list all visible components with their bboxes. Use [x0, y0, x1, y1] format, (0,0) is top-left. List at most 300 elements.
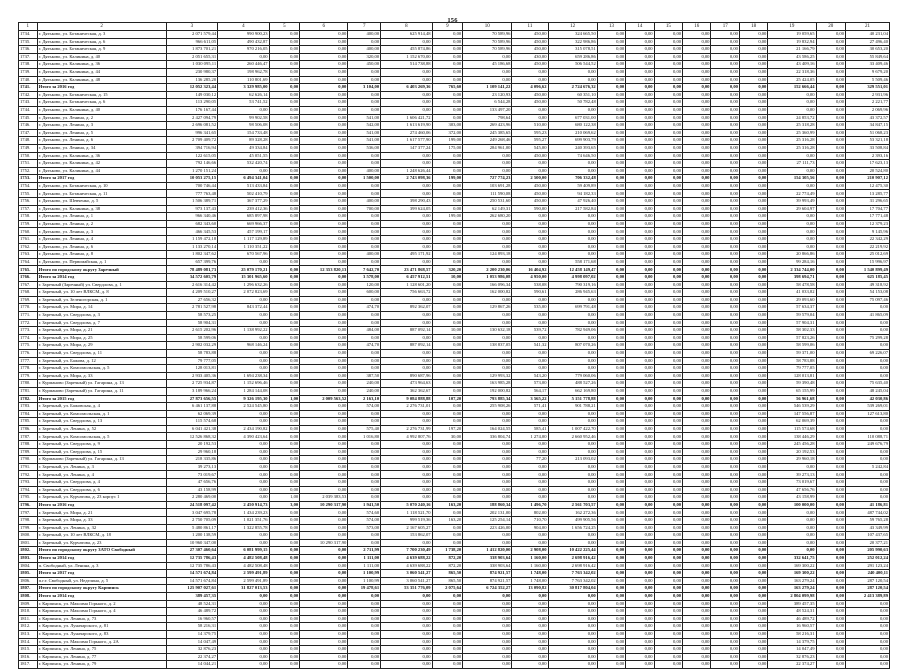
value-cell: 0,00	[739, 46, 767, 54]
value-cell: 0,00	[597, 236, 625, 244]
value-cell: 0,00	[683, 274, 711, 282]
value-cell: 19 832,94	[768, 38, 816, 46]
table-row	[19, 84, 890, 92]
value-cell: 0,00	[597, 509, 625, 517]
value-cell: 70 589,96	[463, 46, 512, 54]
data-table	[18, 22, 890, 669]
value-cell: 2 075,64	[432, 585, 463, 593]
value-cell: 0,00	[512, 357, 548, 365]
value-cell: 0,00	[548, 243, 597, 251]
value-cell: 0,00	[816, 653, 846, 661]
address-cell: г. Дятьково, ул. Ленина, д. 8	[37, 251, 166, 259]
table-row	[19, 456, 890, 464]
value-cell: 0,00	[739, 486, 767, 494]
value-cell: 48 245,04	[846, 387, 890, 395]
value-cell: 0,00	[683, 46, 711, 54]
value-cell: 0,00	[432, 387, 463, 395]
value-cell: 0,00	[711, 198, 739, 206]
value-cell: 0,00	[768, 91, 816, 99]
value-cell: 574,00	[348, 517, 381, 525]
value-cell: 756 663,72	[381, 289, 432, 297]
value-cell: 0,00	[597, 190, 625, 198]
value-cell: 2 276 731,01	[381, 403, 432, 411]
row-number-cell: 1767.	[19, 281, 38, 289]
value-cell: 0,00	[597, 198, 625, 206]
address-cell: г. Курманово (Заречный) ул. Гагарина, д. 13	[37, 380, 166, 388]
value-cell: 0,00	[654, 311, 682, 319]
table-row	[19, 425, 890, 433]
value-cell: 1 152 696,46	[218, 380, 269, 388]
value-cell: 0,00	[597, 494, 625, 502]
value-cell: 0,00	[269, 182, 300, 190]
value-cell: 0,00	[432, 592, 463, 600]
value-cell: 1 506 389,71	[166, 198, 217, 206]
value-cell: 0,00	[269, 61, 300, 69]
table-row	[19, 585, 890, 593]
value-cell: 0,00	[269, 99, 300, 107]
value-cell: 0,00	[739, 357, 767, 365]
value-cell: 0,00	[512, 600, 548, 608]
value-cell: 0,00	[269, 479, 300, 487]
value-cell: 0,00	[597, 304, 625, 312]
value-cell: 0,00	[711, 433, 739, 441]
value-cell: 3 189 966,24	[166, 387, 217, 395]
value-cell: 0,00	[816, 99, 846, 107]
value-cell: 103 691,28	[463, 182, 512, 190]
value-cell: 0,00	[597, 251, 625, 259]
row-number-cell: 1749.	[19, 144, 38, 152]
value-cell: 0,00	[381, 296, 432, 304]
value-cell: 20 377,21	[846, 539, 890, 547]
value-cell: 75 299,28	[846, 334, 890, 342]
value-cell: 792 146,66	[166, 160, 217, 168]
address-cell: г. Заречный, ул. Мира, д. 25	[37, 334, 166, 342]
value-cell: 0,00	[816, 296, 846, 304]
value-cell: 43 372,57	[846, 114, 890, 122]
value-cell: 0,00	[432, 205, 463, 213]
value-cell: 0,00	[711, 441, 739, 449]
value-cell: 0,00	[300, 281, 348, 289]
value-cell: 0,00	[654, 243, 682, 251]
value-cell: 0,00	[300, 600, 348, 608]
value-cell: 130 632,18	[463, 327, 512, 335]
value-cell: 0,00	[432, 91, 463, 99]
value-cell: 573,00	[348, 524, 381, 532]
value-cell: 4 639 688,22	[381, 562, 432, 570]
value-cell: 163 279,24	[768, 585, 816, 593]
row-number-cell: 1799.	[19, 524, 38, 532]
value-cell: 336 804,74	[463, 433, 512, 441]
address-cell: г. Заречный, ул. Свердлова, д. 4	[37, 479, 166, 487]
value-cell: 490 432,87	[218, 38, 269, 46]
value-cell: 0,00	[548, 623, 597, 631]
row-number-cell: 1746.	[19, 122, 38, 130]
value-cell: 0,00	[626, 638, 654, 646]
value-cell: 0,00	[816, 471, 846, 479]
value-cell: 0,00	[463, 160, 512, 168]
value-cell: 0,00	[463, 456, 512, 464]
value-cell: 0,00	[512, 646, 548, 654]
table-row	[19, 182, 890, 190]
value-cell: 0,00	[739, 592, 767, 600]
value-cell: 0,00	[463, 532, 512, 540]
value-cell: 0,00	[432, 319, 463, 327]
value-cell: 541,00	[348, 137, 381, 145]
table-row	[19, 562, 890, 570]
value-cell: 0,00	[218, 615, 269, 623]
row-number-cell: 1778.	[19, 365, 38, 373]
value-cell: 0,00	[739, 585, 767, 593]
value-cell: 450,00	[512, 61, 548, 69]
value-cell: 0,00	[846, 600, 890, 608]
value-cell: 0,00	[548, 471, 597, 479]
value-cell: 58 478,58	[768, 281, 816, 289]
value-cell: 0,00	[816, 46, 846, 54]
value-cell: 0,00	[816, 600, 846, 608]
row-number-cell: 1775.	[19, 342, 38, 350]
table-row	[19, 577, 890, 585]
value-cell: 0,00	[597, 608, 625, 616]
value-cell: 0,00	[432, 441, 463, 449]
value-cell: 0,00	[597, 365, 625, 373]
value-cell: 0,00	[711, 106, 739, 114]
address-cell: г. Курманово (Заречный) ул. Гагарина, д. 11	[37, 387, 166, 395]
address-cell: г. Заречный, ул. Свердлова, д. 6	[37, 486, 166, 494]
value-cell: 40 231,04	[846, 31, 890, 39]
value-cell: 41 033,82	[768, 289, 816, 297]
value-cell: 0,00	[683, 600, 711, 608]
value-cell: 0,00	[269, 137, 300, 145]
row-number-cell: 1759.	[19, 220, 38, 228]
value-cell: 13 285,77	[846, 190, 890, 198]
value-cell: 657 399,76	[166, 258, 217, 266]
value-cell: 0,00	[846, 319, 890, 327]
value-cell: 0,00	[300, 463, 348, 471]
table-row	[19, 236, 890, 244]
value-cell: 199,00	[432, 175, 463, 183]
value-cell: 0,00	[269, 349, 300, 357]
value-cell: 250 531,60	[463, 198, 512, 206]
value-cell: 147 377,24	[381, 144, 432, 152]
value-cell: 0,00	[548, 334, 597, 342]
table-row	[19, 213, 890, 221]
row-number-cell: 1777.	[19, 357, 38, 365]
value-cell: 0,00	[711, 532, 739, 540]
value-cell: 0,00	[463, 296, 512, 304]
value-cell: 0,00	[626, 258, 654, 266]
address-cell: Итого по городскому округу ЗАТО Свободный	[37, 547, 166, 555]
value-cell: 49 334,84	[218, 144, 269, 152]
value-cell: 0,00	[512, 418, 548, 426]
value-cell: 0,00	[548, 236, 597, 244]
value-cell: 1 138 992,22	[218, 327, 269, 335]
value-cell: 0,00	[654, 53, 682, 61]
value-cell: 0,00	[739, 327, 767, 335]
value-cell: 0,00	[846, 494, 890, 502]
value-cell: 0,00	[348, 258, 381, 266]
value-cell: 0,00	[711, 372, 739, 380]
value-cell: 0,00	[300, 167, 348, 175]
value-cell: 0,00	[683, 160, 711, 168]
value-cell: 0,00	[626, 524, 654, 532]
value-cell: 0,00	[816, 106, 846, 114]
value-cell: 0,00	[218, 410, 269, 418]
value-cell: 450,00	[512, 46, 548, 54]
value-cell: 0,00	[463, 600, 512, 608]
value-cell: 0,00	[739, 137, 767, 145]
value-cell: 0,00	[654, 205, 682, 213]
value-cell: 0,00	[816, 91, 846, 99]
value-cell: 0,00	[626, 289, 654, 297]
value-cell: 0,00	[432, 630, 463, 638]
value-cell: 2 711,99	[348, 547, 381, 555]
value-cell: 0,00	[218, 600, 269, 608]
value-cell: 0,00	[816, 349, 846, 357]
value-cell: 0,00	[348, 152, 381, 160]
address-cell: г. Заречный, ул. Мира, д. 33	[37, 372, 166, 380]
address-cell: г. Заречный, ул. Свердлова, д. 9	[37, 441, 166, 449]
value-cell: 0,00	[711, 334, 739, 342]
address-cell: г. Дятьково, ул. Ленина, д. 2	[37, 114, 166, 122]
value-cell: 0,00	[626, 410, 654, 418]
value-cell: 0,00	[348, 608, 381, 616]
value-cell: 0,00	[626, 243, 654, 251]
value-cell: 0,00	[626, 380, 654, 388]
value-cell: 0,00	[654, 304, 682, 312]
value-cell: 163 985,28	[463, 380, 512, 388]
table-body	[19, 31, 890, 669]
table-row	[19, 380, 890, 388]
value-cell: 0,00	[432, 53, 463, 61]
value-cell: 0,00	[432, 182, 463, 190]
value-cell: 450,00	[512, 99, 548, 107]
value-cell: 0,00	[683, 479, 711, 487]
address-cell: г. Курманово (Заречный) ул. Гагарина, д. 13	[37, 456, 166, 464]
value-cell: 0,00	[739, 68, 767, 76]
value-cell: 0,00	[626, 570, 654, 578]
value-cell: 0,00	[597, 38, 625, 46]
value-cell: 0,00	[432, 524, 463, 532]
row-number-cell: 1758.	[19, 213, 38, 221]
column-header: 12	[548, 23, 597, 31]
value-cell: 0,00	[269, 661, 300, 669]
value-cell: 58 573,25	[166, 311, 217, 319]
value-cell: 890 687,96	[381, 372, 432, 380]
address-cell: г. Карпинск, ул. Максима Горького, д. 2	[37, 600, 166, 608]
address-cell: Итого за 2017 год	[37, 175, 166, 183]
address-cell: г. Заречный, ул. Бажова, д. 12	[37, 357, 166, 365]
value-cell: 1 128 601,20	[381, 281, 432, 289]
value-cell: 0,00	[597, 630, 625, 638]
value-cell: 210 069,62	[548, 129, 597, 137]
table-row	[19, 342, 890, 350]
value-cell: 0,00	[683, 327, 711, 335]
value-cell: 0,00	[683, 167, 711, 175]
value-cell: 0,00	[816, 61, 846, 69]
value-cell: 450,00	[512, 91, 548, 99]
value-cell: 0,00	[348, 630, 381, 638]
value-cell: 700 746,44	[166, 182, 217, 190]
value-cell: 2 561 703,57	[548, 501, 597, 509]
value-cell: 1 738,20	[432, 547, 463, 555]
value-cell: 5 151 778,88	[548, 395, 597, 403]
value-cell: 31 296,65	[846, 198, 890, 206]
value-cell: 0,00	[548, 349, 597, 357]
value-cell: 0,00	[654, 137, 682, 145]
value-cell: 0,00	[218, 486, 269, 494]
value-cell: 30,00	[432, 433, 463, 441]
value-cell: 0,00	[846, 425, 890, 433]
value-cell: 0,00	[218, 539, 269, 547]
value-cell: 0,00	[218, 349, 269, 357]
value-cell: 0,00	[626, 114, 654, 122]
value-cell: 0,00	[269, 448, 300, 456]
value-cell: 0,00	[683, 144, 711, 152]
value-cell: 0,00	[626, 129, 654, 137]
value-cell: 169 300,22	[768, 570, 816, 578]
value-cell: 0,00	[654, 471, 682, 479]
value-cell: 0,00	[739, 296, 767, 304]
value-cell: 0,00	[269, 327, 300, 335]
value-cell: 0,00	[626, 387, 654, 395]
value-cell: 0,00	[269, 539, 300, 547]
value-cell: 0,00	[381, 349, 432, 357]
value-cell: 706 332,48	[548, 175, 597, 183]
value-cell: 0,00	[683, 395, 711, 403]
value-cell: 0,00	[597, 410, 625, 418]
value-cell: 0,00	[654, 532, 682, 540]
value-cell: 0,00	[739, 289, 767, 297]
value-cell: 0,00	[816, 463, 846, 471]
value-cell: 25 079 170,21	[218, 266, 269, 274]
value-cell: 0,00	[626, 46, 654, 54]
value-cell: 46 489,72	[166, 608, 217, 616]
value-cell: 0,00	[711, 661, 739, 669]
value-cell: 0,00	[739, 349, 767, 357]
value-cell: 0,00	[597, 441, 625, 449]
value-cell: 0,00	[512, 494, 548, 502]
value-cell: 0,00	[300, 122, 348, 130]
value-cell: 2 743 098,36	[381, 175, 432, 183]
value-cell: 0,00	[739, 342, 767, 350]
address-cell: г. Дятьково, ул. Шевченко, д. 5	[37, 198, 166, 206]
value-cell: 0,00	[300, 372, 348, 380]
value-cell: 25 360,99	[768, 129, 816, 137]
value-cell: 0,00	[626, 479, 654, 487]
value-cell: 0,00	[432, 190, 463, 198]
value-cell: 0,00	[218, 334, 269, 342]
value-cell: 1,00	[269, 395, 300, 403]
address-cell: Итого за 2014 год	[37, 554, 166, 562]
value-cell: 329 551,01	[846, 84, 890, 92]
value-cell: 154 305,56	[768, 175, 816, 183]
value-cell: 2 902 032,29	[166, 342, 217, 350]
table-row	[19, 167, 890, 175]
row-number-cell: 1770.	[19, 304, 38, 312]
value-cell: 457 199,17	[218, 228, 269, 236]
value-cell: 0,00	[683, 403, 711, 411]
value-cell: 0,00	[626, 486, 654, 494]
value-cell: 33 508,84	[846, 144, 890, 152]
value-cell: 0,00	[597, 570, 625, 578]
value-cell: 47 656,76	[166, 479, 217, 487]
value-cell: 0,00	[548, 418, 597, 426]
table-row	[19, 365, 890, 373]
address-cell: г. Заречный, ул. Свердлова, д. 3	[37, 311, 166, 319]
value-cell: 58 599,06	[768, 342, 816, 350]
value-cell: 0,00	[432, 456, 463, 464]
value-cell: 0,00	[654, 76, 682, 84]
address-cell: г. Дятьково, ул. Калинина, д. 36	[37, 61, 166, 69]
table-row	[19, 327, 890, 335]
value-cell: 0,00	[463, 623, 512, 631]
table-row	[19, 38, 890, 46]
value-cell: 320,20	[432, 266, 463, 274]
value-cell: 0,00	[463, 471, 512, 479]
value-cell: 0,00	[626, 38, 654, 46]
value-cell: 0,00	[711, 243, 739, 251]
value-cell: 506 544,52	[548, 61, 597, 69]
value-cell: 0,00	[816, 441, 846, 449]
value-cell: 798,64	[463, 114, 512, 122]
value-cell: 0,00	[381, 357, 432, 365]
table-row	[19, 228, 890, 236]
value-cell: 0,00	[300, 403, 348, 411]
value-cell: 0,00	[300, 289, 348, 297]
value-cell: 32 876,23	[768, 653, 816, 661]
value-cell: 0,00	[846, 638, 890, 646]
value-cell: 0,00	[432, 380, 463, 388]
value-cell: 25 316,28	[768, 144, 816, 152]
value-cell: 0,00	[463, 653, 512, 661]
value-cell: 10 290 317,90	[300, 539, 348, 547]
value-cell: 0,00	[654, 274, 682, 282]
value-cell: 0,00	[269, 122, 300, 130]
value-cell: 0,00	[816, 592, 846, 600]
value-cell: 0,00	[683, 418, 711, 426]
value-cell: 0,00	[381, 623, 432, 631]
value-cell: 0,00	[218, 456, 269, 464]
value-cell: 394 716,94	[166, 144, 217, 152]
value-cell: 0,00	[711, 577, 739, 585]
address-cell: г. Заречный, ул. Комсомольская, д. 5	[37, 365, 166, 373]
value-cell: 0,00	[269, 342, 300, 350]
value-cell: 0,00	[816, 236, 846, 244]
value-cell: 0,00	[348, 456, 381, 464]
value-cell: 677 031,00	[548, 114, 597, 122]
value-cell: 19 478,61	[348, 585, 381, 593]
row-number-cell: 1745.	[19, 114, 38, 122]
value-cell: 58 216,31	[166, 623, 217, 631]
value-cell: 287 120,54	[846, 585, 890, 593]
value-cell: 0,00	[381, 463, 432, 471]
value-cell: 0,00	[348, 653, 381, 661]
value-cell: 0,00	[432, 532, 463, 540]
value-cell: 0,00	[548, 213, 597, 221]
value-cell: 2 009 563,52	[300, 395, 348, 403]
value-cell: 0,00	[548, 661, 597, 669]
value-cell: 14 379,75	[768, 638, 816, 646]
value-cell: 0,00	[463, 258, 512, 266]
value-cell: 0,00	[548, 410, 597, 418]
value-cell: 0,00	[711, 592, 739, 600]
value-cell: 670 567,96	[218, 251, 269, 259]
table-row	[19, 99, 890, 107]
value-cell: 0,00	[597, 456, 625, 464]
value-cell: 0,00	[300, 661, 348, 669]
value-cell: 0,00	[348, 91, 381, 99]
value-cell: 0,00	[768, 236, 816, 244]
